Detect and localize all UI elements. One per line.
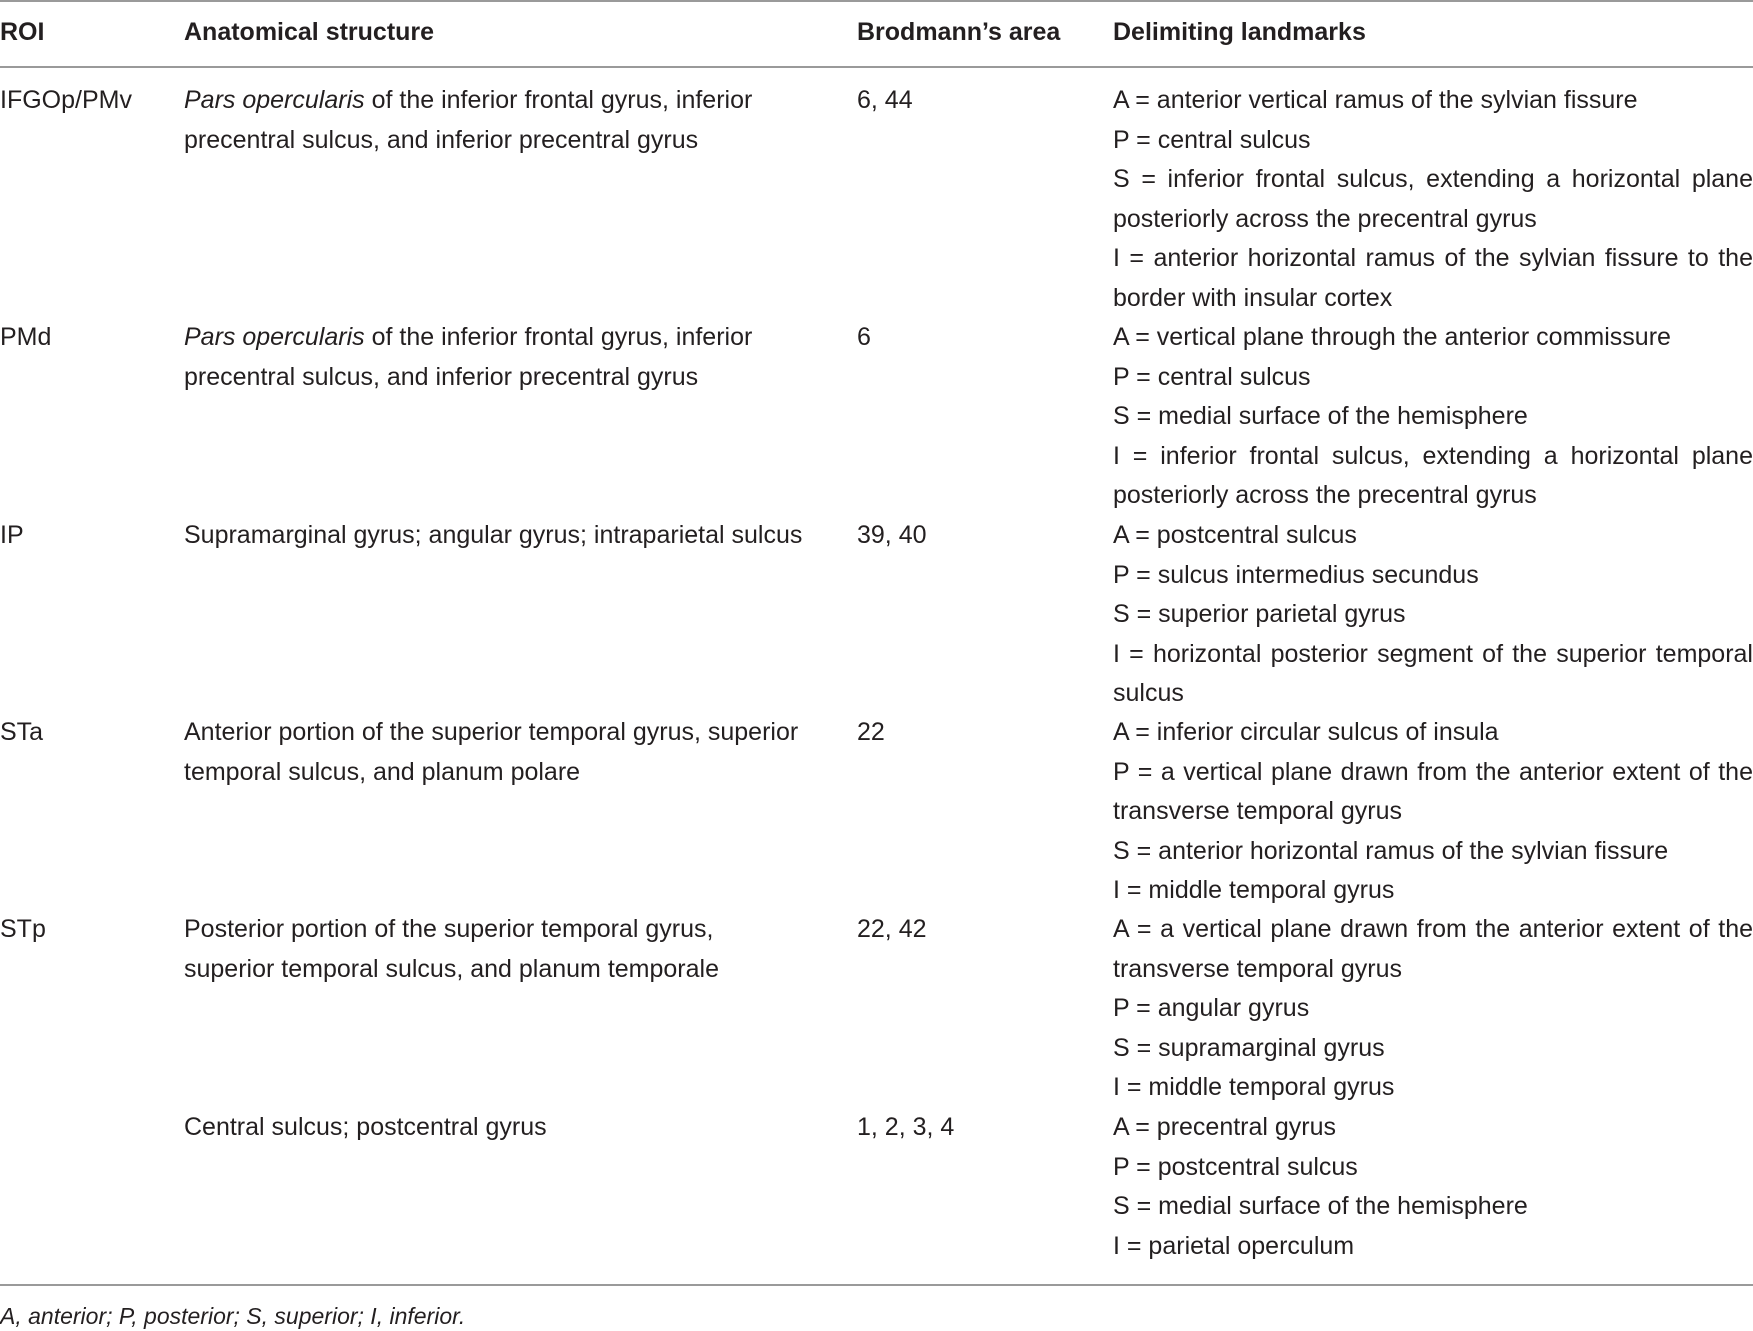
cell-brodmann: 22 (857, 718, 885, 746)
cell-structure (184, 910, 804, 989)
cell-brodmann: 6, 44 (857, 86, 913, 114)
cell-landmarks (1113, 318, 1753, 516)
header-anatomical-structure: Anatomical structure (184, 18, 435, 46)
landmark-inferior: I = parietal operculum (1113, 1231, 1355, 1260)
table-bottom-rule (0, 1284, 1753, 1286)
cell-structure (184, 713, 804, 792)
header-brodmanns-area: Brodmann’s area (857, 18, 1061, 46)
header-delimiting-landmarks: Delimiting landmarks (1113, 18, 1366, 46)
cell-roi: STp (0, 915, 46, 943)
landmark-superior: S = medial surface of the hemisphere (1113, 402, 1528, 430)
cell-landmarks (1113, 81, 1753, 318)
structure-rest: Central sulcus; postcentral gyrus (184, 1113, 547, 1141)
cell-roi: PMd (0, 323, 52, 351)
cell-landmarks (1113, 516, 1753, 714)
landmark-anterior: A = precentral gyrus (1113, 1113, 1337, 1141)
landmark-superior: S = superior parietal gyrus (1113, 600, 1406, 628)
cell-landmarks (1113, 1108, 1753, 1266)
structure-rest: Anterior portion of the superior temporal gyrus, superior temporal sulcus, and planum polare (184, 718, 799, 786)
cell-structure (184, 318, 804, 397)
landmark-posterior: P = angular gyrus (1113, 994, 1310, 1022)
cell-brodmann: 39, 40 (857, 521, 927, 549)
landmark-anterior: A = inferior circular sulcus of insula (1113, 718, 1499, 746)
landmark-superior: S = medial surface of the hemisphere (1113, 1192, 1528, 1220)
cell-brodmann: 1, 2, 3, 4 (857, 1113, 955, 1141)
landmark-posterior: P = central sulcus (1113, 362, 1311, 391)
cell-structure (184, 516, 804, 556)
landmark-superior: S = inferior frontal sulcus, extending a horizontal plane posteriorly across the precentral gyrus (1113, 165, 1753, 233)
landmark-anterior: A = anterior vertical ramus of the sylvian fissure (1113, 86, 1638, 114)
cell-brodmann: 22, 42 (857, 915, 927, 943)
landmark-anterior: A = vertical plane through the anterior commissure (1113, 323, 1671, 351)
landmark-anterior: A = a vertical plane drawn from the anterior extent of the transverse temporal gyrus (1113, 915, 1753, 983)
cell-brodmann: 6 (857, 323, 871, 351)
landmark-inferior: I = middle temporal gyrus (1113, 876, 1395, 904)
landmark-anterior: A = postcentral sulcus (1113, 521, 1357, 549)
cell-landmarks (1113, 910, 1753, 1108)
table-footnote: A, anterior; P, posterior; S, superior; I, inferior. (0, 1303, 466, 1329)
landmark-posterior: P = postcentral sulcus (1113, 1152, 1358, 1181)
cell-landmarks (1113, 713, 1753, 911)
landmark-inferior: I = horizontal posterior segment of the superior temporal sulcus (1113, 639, 1753, 707)
cell-roi: IFGOp/PMv (0, 86, 132, 114)
landmark-superior: S = anterior horizontal ramus of the sylvian fissure (1113, 836, 1669, 865)
cell-structure (184, 1108, 804, 1148)
structure-rest: Supramarginal gyrus; angular gyrus; intraparietal sulcus (184, 521, 803, 549)
cell-roi: STa (0, 718, 44, 746)
table-header-rule (0, 66, 1753, 68)
structure-italic: Pars opercularis (184, 86, 365, 114)
landmark-inferior: I = anterior horizontal ramus of the sylvian fissure to the border with insular cortex (1113, 244, 1753, 312)
landmark-posterior: P = central sulcus (1113, 125, 1311, 154)
structure-rest: Posterior portion of the superior temporal gyrus, superior temporal sulcus, and planum temporale (184, 915, 719, 983)
landmark-superior: S = supramarginal gyrus (1113, 1033, 1385, 1062)
landmark-inferior: I = inferior frontal sulcus, extending a horizontal plane posteriorly across the precentral gyrus (1113, 441, 1753, 509)
cell-roi: IP (0, 521, 24, 549)
structure-italic: Pars opercularis (184, 323, 365, 351)
cell-structure (184, 81, 804, 160)
structure-rest: of the inferior frontal gyrus, inferior precentral sulcus, and inferior precentral gyrus (184, 86, 753, 154)
landmark-posterior: P = a vertical plane drawn from the anterior extent of the transverse temporal gyrus (1113, 757, 1753, 825)
table-header-row (0, 0, 1753, 66)
landmark-inferior: I = middle temporal gyrus (1113, 1073, 1395, 1101)
landmark-posterior: P = sulcus intermedius secundus (1113, 560, 1479, 589)
structure-rest: of the inferior frontal gyrus, inferior precentral sulcus, and inferior precentral gyrus (184, 323, 753, 391)
header-roi: ROI (0, 18, 45, 46)
